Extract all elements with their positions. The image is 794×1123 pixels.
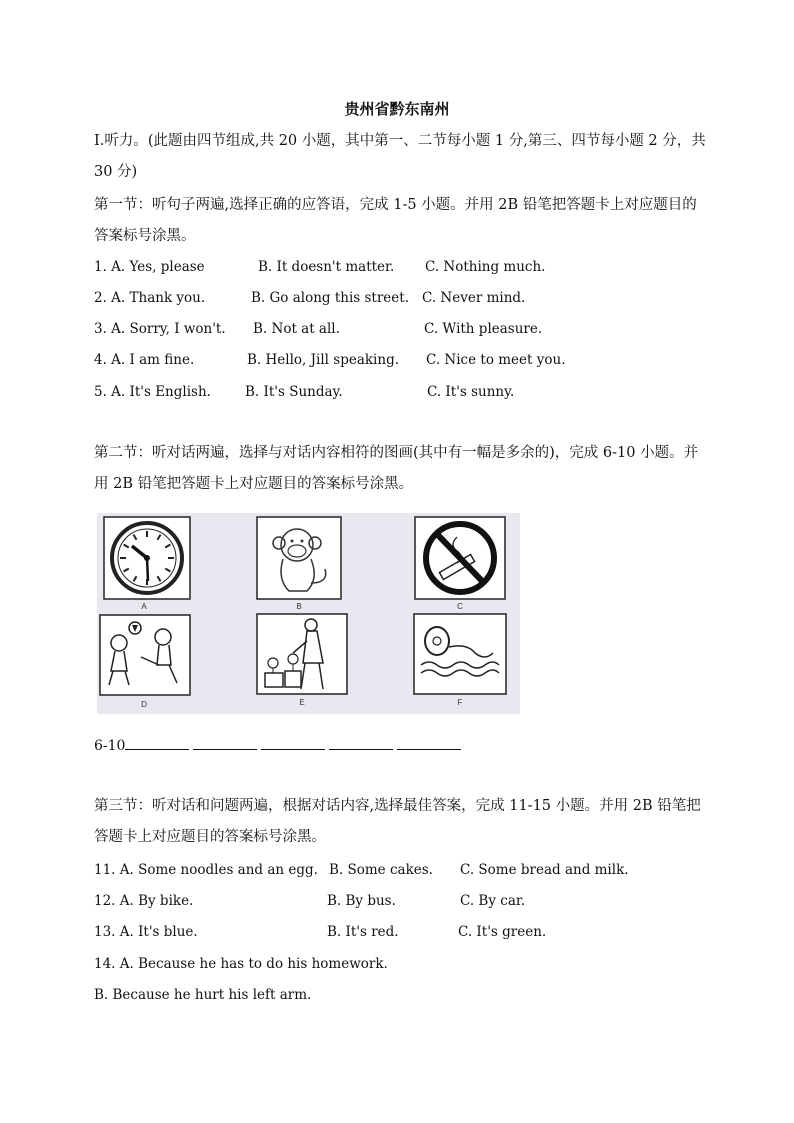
option-b: B. It doesn't matter.	[258, 259, 395, 275]
option-a: 14. A. Because he has to do his homework.	[94, 956, 388, 972]
answer-blank[interactable]	[193, 736, 257, 750]
answer-blank[interactable]	[261, 736, 325, 750]
picture-label-a: A	[141, 602, 147, 611]
part1-heading: I.听力。(此题由四节组成,共 20 小题，其中第一、二节每小题 1 分,第三、四节每小题 2 分，共 30 分)	[94, 133, 706, 180]
option-b: B. Not at all.	[253, 321, 340, 337]
option-a: 1. A. Yes, please	[94, 259, 205, 275]
option-a: 3. A. Sorry, I won't.	[94, 321, 226, 337]
option-b: B. Because he hurt his left arm.	[94, 987, 312, 1003]
answer-blanks-6-10	[94, 736, 465, 754]
option-c: C. Never mind.	[422, 290, 526, 306]
option-c: C. Some bread and milk.	[460, 862, 629, 878]
answer-blank[interactable]	[329, 736, 393, 750]
option-b: B. It's Sunday.	[245, 384, 343, 400]
option-b: B. Some cakes.	[329, 862, 433, 878]
answer-blank[interactable]	[397, 736, 461, 750]
option-a: 13. A. It's blue.	[94, 924, 198, 940]
picture-label-e: E	[299, 698, 305, 707]
no-smoking-picture	[415, 517, 505, 599]
monkey-picture	[257, 517, 341, 599]
page-title: 贵州省黔东南州	[344, 100, 450, 118]
swimming-picture	[414, 614, 506, 694]
option-b: B. It's red.	[327, 924, 399, 940]
option-c: C. With pleasure.	[424, 321, 543, 337]
section3-instruction: 第三节：听对话和问题两遍，根据对话内容,选择最佳答案，完成 11-15 小题。并用 2B 铅笔把答题卡上对应题目的答案标号涂黑。	[94, 798, 701, 845]
section1-instruction: 第一节：听句子两遍,选择正确的应答语，完成 1-5 小题。并用 2B 铅笔把答题卡上对应题目的答案标号涂黑。	[94, 197, 697, 244]
option-a: 11. A. Some noodles and an egg.	[94, 862, 318, 878]
option-c: C. It's green.	[458, 924, 547, 940]
picture-label-f: F	[457, 698, 463, 707]
picture-grid	[97, 513, 520, 714]
option-a: 12. A. By bike.	[94, 893, 194, 909]
picture-label-d: D	[141, 700, 147, 709]
watering-flowers-picture	[257, 614, 347, 694]
picture-label-b: B	[296, 602, 302, 611]
option-a: 2. A. Thank you.	[94, 290, 206, 306]
picture-grid-svg	[97, 513, 520, 714]
option-c: C. Nice to meet you.	[426, 352, 566, 368]
option-c: C. By car.	[460, 893, 526, 909]
option-b: B. Hello, Jill speaking.	[247, 352, 400, 368]
option-a: 5. A. It's English.	[94, 384, 211, 400]
clock-picture	[104, 517, 190, 599]
option-c: C. Nothing much.	[425, 259, 546, 275]
answer-range-label: 6-10	[94, 738, 126, 754]
option-b: B. By bus.	[327, 893, 396, 909]
option-b: B. Go along this street.	[251, 290, 409, 306]
section2-instruction: 第二节：听对话两遍，选择与对话内容相符的图画(其中有一幅是多余的)，完成 6-10 小题。并用 2B 铅笔把答题卡上对应题目的答案标号涂黑。	[94, 445, 699, 492]
picture-label-c: C	[457, 602, 463, 611]
soccer-picture	[100, 615, 190, 695]
option-a: 4. A. I am fine.	[94, 352, 195, 368]
option-c: C. It's sunny.	[427, 384, 515, 400]
answer-blank[interactable]	[125, 736, 189, 750]
